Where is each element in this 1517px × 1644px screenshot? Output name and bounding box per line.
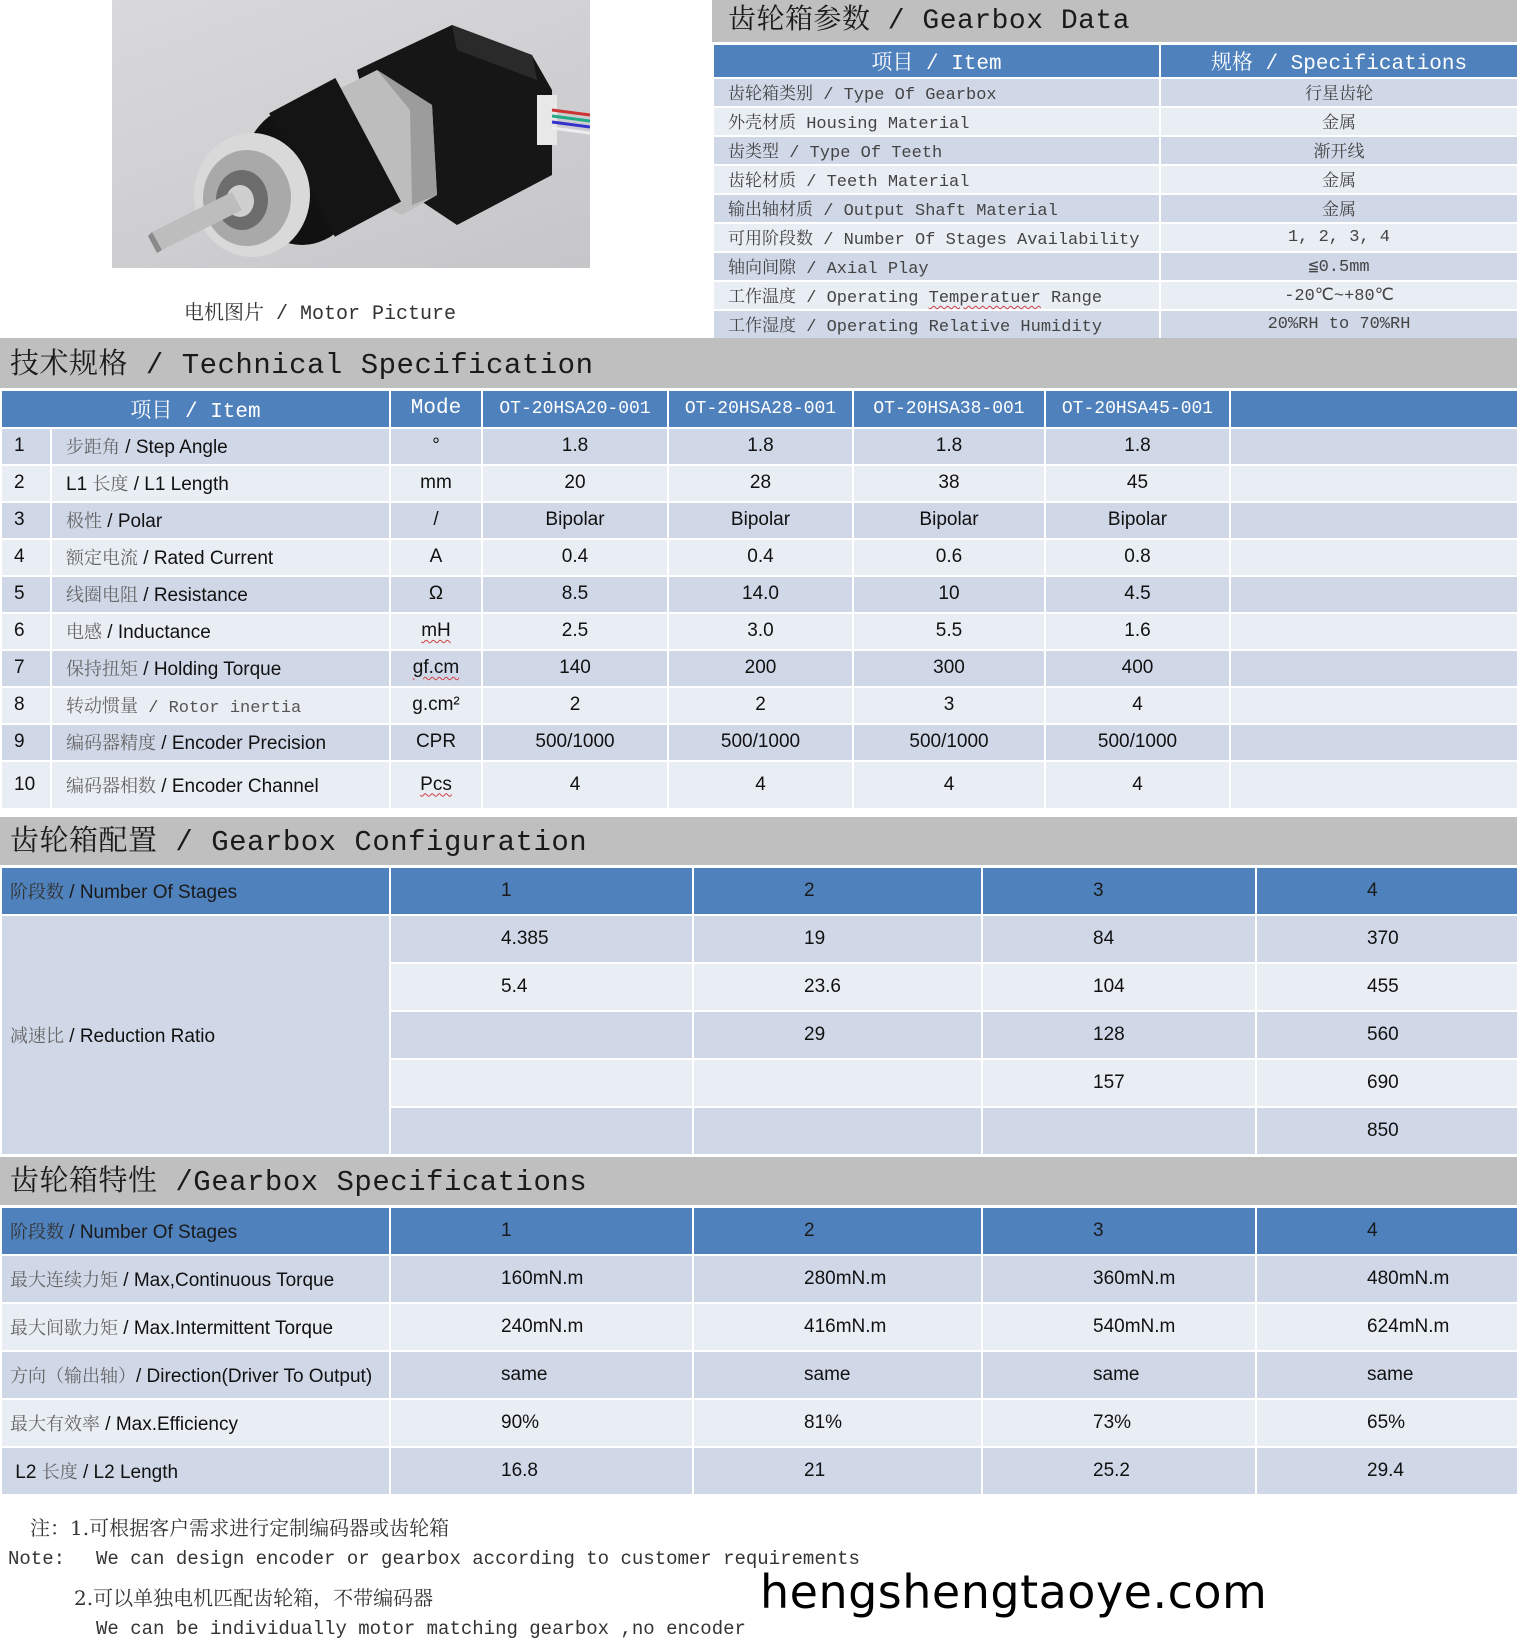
value: 28 [668,465,853,502]
motor-photo [112,0,590,268]
gearbox-specifications-section [0,1157,1517,1496]
table-row [713,136,1517,165]
row-number: 9 [1,724,51,761]
label-cn: 额定电流 [66,548,138,569]
value: 1.8 [668,428,853,465]
ratio-value: 84 [982,915,1256,963]
value: 1.6 [1045,613,1230,650]
ratio-value [390,1059,693,1107]
unit: CPR [390,724,482,761]
value: Bipolar [668,502,853,539]
value: 20 [482,465,668,502]
value: 500/1000 [1045,724,1230,761]
table-row [1,613,1517,650]
value: 540mN.m [982,1303,1256,1351]
value: 16.8 [390,1447,693,1495]
stage-2: 2 [693,1207,982,1255]
ratio-value: 29 [693,1011,982,1059]
stages-label [1,867,390,915]
table-row [1,687,1517,724]
table-row [1,539,1517,576]
value: 1.8 [853,428,1045,465]
value: Bipolar [482,502,668,539]
label-en: / Encoder Channel [156,775,319,797]
value: 0.4 [482,539,668,576]
label-prefix: L1 [66,474,93,495]
header-specifications: 规格 / Specifications [1160,44,1517,78]
value: Bipolar [1045,502,1230,539]
label-cn: 编码器相数 [66,775,156,797]
value: 4 [668,761,853,809]
value: 81% [693,1399,982,1447]
table-row [713,78,1517,107]
note-1-cn: 注：1.可根据客户需求进行定制编码器或齿轮箱 [30,1516,450,1540]
stages-header-row [1,867,1517,915]
table-row [1,1303,1517,1351]
technical-spec-section [0,338,1517,810]
empty-cell [1230,650,1517,687]
gearbox-type-label: 齿轮箱类别 / Type Of Gearbox [713,78,1160,107]
value: 29.4 [1256,1447,1517,1495]
table-row [1,761,1517,809]
ratio-value: 19 [693,915,982,963]
ratio-value: 104 [982,963,1256,1011]
row-label [51,502,390,539]
ratio-value: 23.6 [693,963,982,1011]
value: 45 [1045,465,1230,502]
ratio-value: 850 [1256,1107,1517,1155]
operating-humidity-label: 工作湿度 / Operating Relative Humidity [713,310,1160,339]
website-watermark: hengshengtaoye.com [760,1565,1268,1619]
stage-3: 3 [982,867,1256,915]
row-label [51,613,390,650]
value: 500/1000 [668,724,853,761]
stage-2: 2 [693,867,982,915]
value: Bipolar [853,502,1045,539]
label-cn: 转动惯量 [66,696,138,717]
label-en: / Direction(Driver To Output) [136,1365,373,1387]
label-cn: 电感 [66,622,102,643]
label-en: / Max.Efficiency [100,1413,238,1435]
table-row [713,310,1517,339]
gearbox-type-value: 行星齿轮 [1160,78,1517,107]
ratio-value: 455 [1256,963,1517,1011]
label-en: / Step Angle [120,437,228,458]
table-row [1,1399,1517,1447]
unit: mm [390,465,482,502]
unit: g.cm² [390,687,482,724]
note-2-en: We can be individually motor matching gearbox ,no encoder [96,1618,746,1640]
label-cn: 方向（输出轴） [10,1365,136,1387]
label-en: / Inductance [102,622,211,643]
label-en: / Number Of Stages [64,881,238,903]
value: 140 [482,650,668,687]
value: 280mN.m [693,1255,982,1303]
label-cn: 长度 [92,474,129,495]
stage-1: 1 [390,1207,693,1255]
value: 624mN.m [1256,1303,1517,1351]
label-cn: 最大间歇力矩 [10,1317,118,1339]
header-mode: Mode [390,390,482,428]
label-cn: 阶段数 [10,1221,64,1243]
header-model-4: OT-20HSA45-001 [1045,390,1230,428]
ratio-value: 128 [982,1011,1256,1059]
label-en: / Max.Intermittent Torque [118,1317,334,1339]
label-cn: 长度 [41,1461,78,1483]
unit-text: mH [421,620,451,641]
unit [390,761,482,809]
reduction-ratio-label [1,915,390,1155]
note-2-cn: 2.可以单独电机匹配齿轮箱，不带编码器 [74,1586,434,1610]
value: 73% [982,1399,1256,1447]
row-label [51,650,390,687]
value: 38 [853,465,1045,502]
label-en: / Encoder Precision [156,733,327,754]
stepper-motor-image [112,0,590,268]
label-prefix: L2 [10,1461,42,1483]
empty-cell [1230,502,1517,539]
row-label [51,428,390,465]
value: 360mN.m [982,1255,1256,1303]
ratio-value: 690 [1256,1059,1517,1107]
value: 400 [1045,650,1230,687]
empty-cell [1230,539,1517,576]
value: 1.8 [1045,428,1230,465]
value: 2 [668,687,853,724]
value: 500/1000 [853,724,1045,761]
gearbox-data-table [712,42,1517,340]
value: 480mN.m [1256,1255,1517,1303]
teeth-material-label: 齿轮材质 / Teeth Material [713,165,1160,194]
unit [390,613,482,650]
label-cn: 减速比 [10,1025,64,1047]
value: 4 [482,761,668,809]
label-en: / Resistance [138,585,248,606]
table-row [1,1255,1517,1303]
row-number: 10 [1,761,51,809]
max-continuous-torque-label [1,1255,390,1303]
unit: ° [390,428,482,465]
motor-picture-caption: 电机图片 / Motor Picture [183,303,457,326]
value: same [693,1351,982,1399]
empty-cell [1230,724,1517,761]
header-model-1: OT-20HSA20-001 [482,390,668,428]
row-number: 4 [1,539,51,576]
row-label [51,576,390,613]
stages-availability-value: 1, 2, 3, 4 [1160,223,1517,252]
unit [390,650,482,687]
value: 160mN.m [390,1255,693,1303]
row-number: 8 [1,687,51,724]
label-cn: 编码器精度 [66,733,156,754]
unit: Ω [390,576,482,613]
empty-cell [1230,613,1517,650]
max-efficiency-label [1,1399,390,1447]
note-1-en: We can design encoder or gearbox according to customer requirements [96,1548,860,1570]
ratio-value [693,1059,982,1107]
label-cn: 极性 [66,511,102,532]
label-en: / Max,Continuous Torque [118,1269,335,1291]
label-cn: 最大连续力矩 [10,1269,118,1291]
table-row [713,252,1517,281]
value: 0.4 [668,539,853,576]
unit: A [390,539,482,576]
gearbox-data-title: 齿轮箱参数 / Gearbox Data [712,0,1517,42]
value: 3 [853,687,1045,724]
label-text: 工作温度 / Operating [728,289,929,308]
table-row [713,223,1517,252]
table-row [713,107,1517,136]
value: 0.8 [1045,539,1230,576]
table-row [1,724,1517,761]
row-label [51,724,390,761]
empty-cell [1230,687,1517,724]
value: same [1256,1351,1517,1399]
axial-play-label: 轴向间隙 / Axial Play [713,252,1160,281]
row-label [51,539,390,576]
unit: / [390,502,482,539]
gearbox-configuration-title: 齿轮箱配置 / Gearbox Configuration [0,817,1517,865]
max-intermittent-torque-label [1,1303,390,1351]
technical-spec-title: 技术规格 / Technical Specification [0,338,1517,388]
label-en: / L1 Length [128,474,229,495]
axial-play-value: ≦0.5mm [1160,252,1517,281]
row-number: 1 [1,428,51,465]
value: 25.2 [982,1447,1256,1495]
empty-cell [1230,576,1517,613]
label-en: / Reduction Ratio [64,1025,216,1047]
label-cn: 保持扭矩 [66,659,138,680]
value: 21 [693,1447,982,1495]
value: 1.8 [482,428,668,465]
misspelled-word: Temperatuer [928,289,1041,308]
empty-cell [1230,428,1517,465]
value: 65% [1256,1399,1517,1447]
value: 5.5 [853,613,1045,650]
ratio-value [982,1107,1256,1155]
ratio-value [390,1011,693,1059]
technical-spec-table [0,388,1517,810]
header-item: 项目 / Item [713,44,1160,78]
ratio-value: 5.4 [390,963,693,1011]
table-row [713,194,1517,223]
value: 416mN.m [693,1303,982,1351]
header-empty [1230,390,1517,428]
label-en: / Rotor inertia [138,699,302,718]
ratio-value [390,1107,693,1155]
table-row [1,502,1517,539]
value: 4 [1045,761,1230,809]
gearbox-specifications-title: 齿轮箱特性 /Gearbox Specifications [0,1157,1517,1205]
row-label [51,687,390,724]
ratio-value: 157 [982,1059,1256,1107]
value: same [982,1351,1256,1399]
value: 10 [853,576,1045,613]
header-model-3: OT-20HSA38-001 [853,390,1045,428]
label-text: Range [1040,289,1103,308]
direction-label [1,1351,390,1399]
label-en: / Rated Current [138,548,274,569]
ratio-value: 560 [1256,1011,1517,1059]
value: 14.0 [668,576,853,613]
row-number: 3 [1,502,51,539]
operating-temperature-value: -20℃~+80℃ [1160,281,1517,310]
ratio-value [693,1107,982,1155]
table-row [1,650,1517,687]
output-shaft-material-label: 输出轴材质 / Output Shaft Material [713,194,1160,223]
ratio-value: 4.385 [390,915,693,963]
label-en: / Number Of Stages [64,1221,238,1243]
row-number: 5 [1,576,51,613]
empty-cell [1230,465,1517,502]
value: 8.5 [482,576,668,613]
table-row [713,165,1517,194]
table-row [1,428,1517,465]
label-en: / L2 Length [77,1461,179,1483]
label-cn: 阶段数 [10,881,64,903]
teeth-type-label: 齿类型 / Type Of Teeth [713,136,1160,165]
stage-4: 4 [1256,867,1517,915]
stage-3: 3 [982,1207,1256,1255]
value: 200 [668,650,853,687]
gearbox-specifications-table [0,1205,1517,1496]
stages-label [1,1207,390,1255]
value: 240mN.m [390,1303,693,1351]
value: 3.0 [668,613,853,650]
stage-1: 1 [390,867,693,915]
value: 0.6 [853,539,1045,576]
value: 2.5 [482,613,668,650]
l2-length-label [1,1447,390,1495]
header-item: 项目 / Item [1,390,390,428]
note-label: Note: [8,1548,66,1570]
label-en: / Polar [102,511,163,532]
gearbox-data-section [712,0,1517,340]
header-model-2: OT-20HSA28-001 [668,390,853,428]
table-row [1,1447,1517,1495]
value: same [390,1351,693,1399]
housing-material-value: 金属 [1160,107,1517,136]
stages-header-row [1,1207,1517,1255]
ratio-value: 370 [1256,915,1517,963]
label-cn: 步距角 [66,437,120,458]
ratio-row [1,915,1517,963]
empty-cell [1230,761,1517,809]
stage-4: 4 [1256,1207,1517,1255]
gearbox-configuration-section [0,817,1517,1156]
label-cn: 最大有效率 [10,1413,100,1435]
label-en: / Holding Torque [138,659,282,680]
teeth-type-value: 渐开线 [1160,136,1517,165]
value: 2 [482,687,668,724]
gearbox-configuration-table [0,865,1517,1156]
motor-picture-panel [0,0,712,338]
stages-availability-label: 可用阶段数 / Number Of Stages Availability [713,223,1160,252]
row-label [51,465,390,502]
value: 90% [390,1399,693,1447]
value: 300 [853,650,1045,687]
table-row [1,576,1517,613]
row-number: 2 [1,465,51,502]
row-number: 6 [1,613,51,650]
operating-temperature-label [713,281,1160,310]
teeth-material-value: 金属 [1160,165,1517,194]
table-row [1,1351,1517,1399]
housing-material-label: 外壳材质 Housing Material [713,107,1160,136]
table-row [1,465,1517,502]
value: 4 [1045,687,1230,724]
row-label [51,761,390,809]
label-cn: 线圈电阻 [66,585,138,606]
operating-humidity-value: 20%RH to 70%RH [1160,310,1517,339]
row-number: 7 [1,650,51,687]
table-row [713,281,1517,310]
notes-section [0,1500,1517,1644]
value: 500/1000 [482,724,668,761]
value: 4.5 [1045,576,1230,613]
output-shaft-material-value: 金属 [1160,194,1517,223]
unit-text: Pcs [420,773,452,795]
unit-text: gf.cm [412,657,460,678]
value: 4 [853,761,1045,809]
